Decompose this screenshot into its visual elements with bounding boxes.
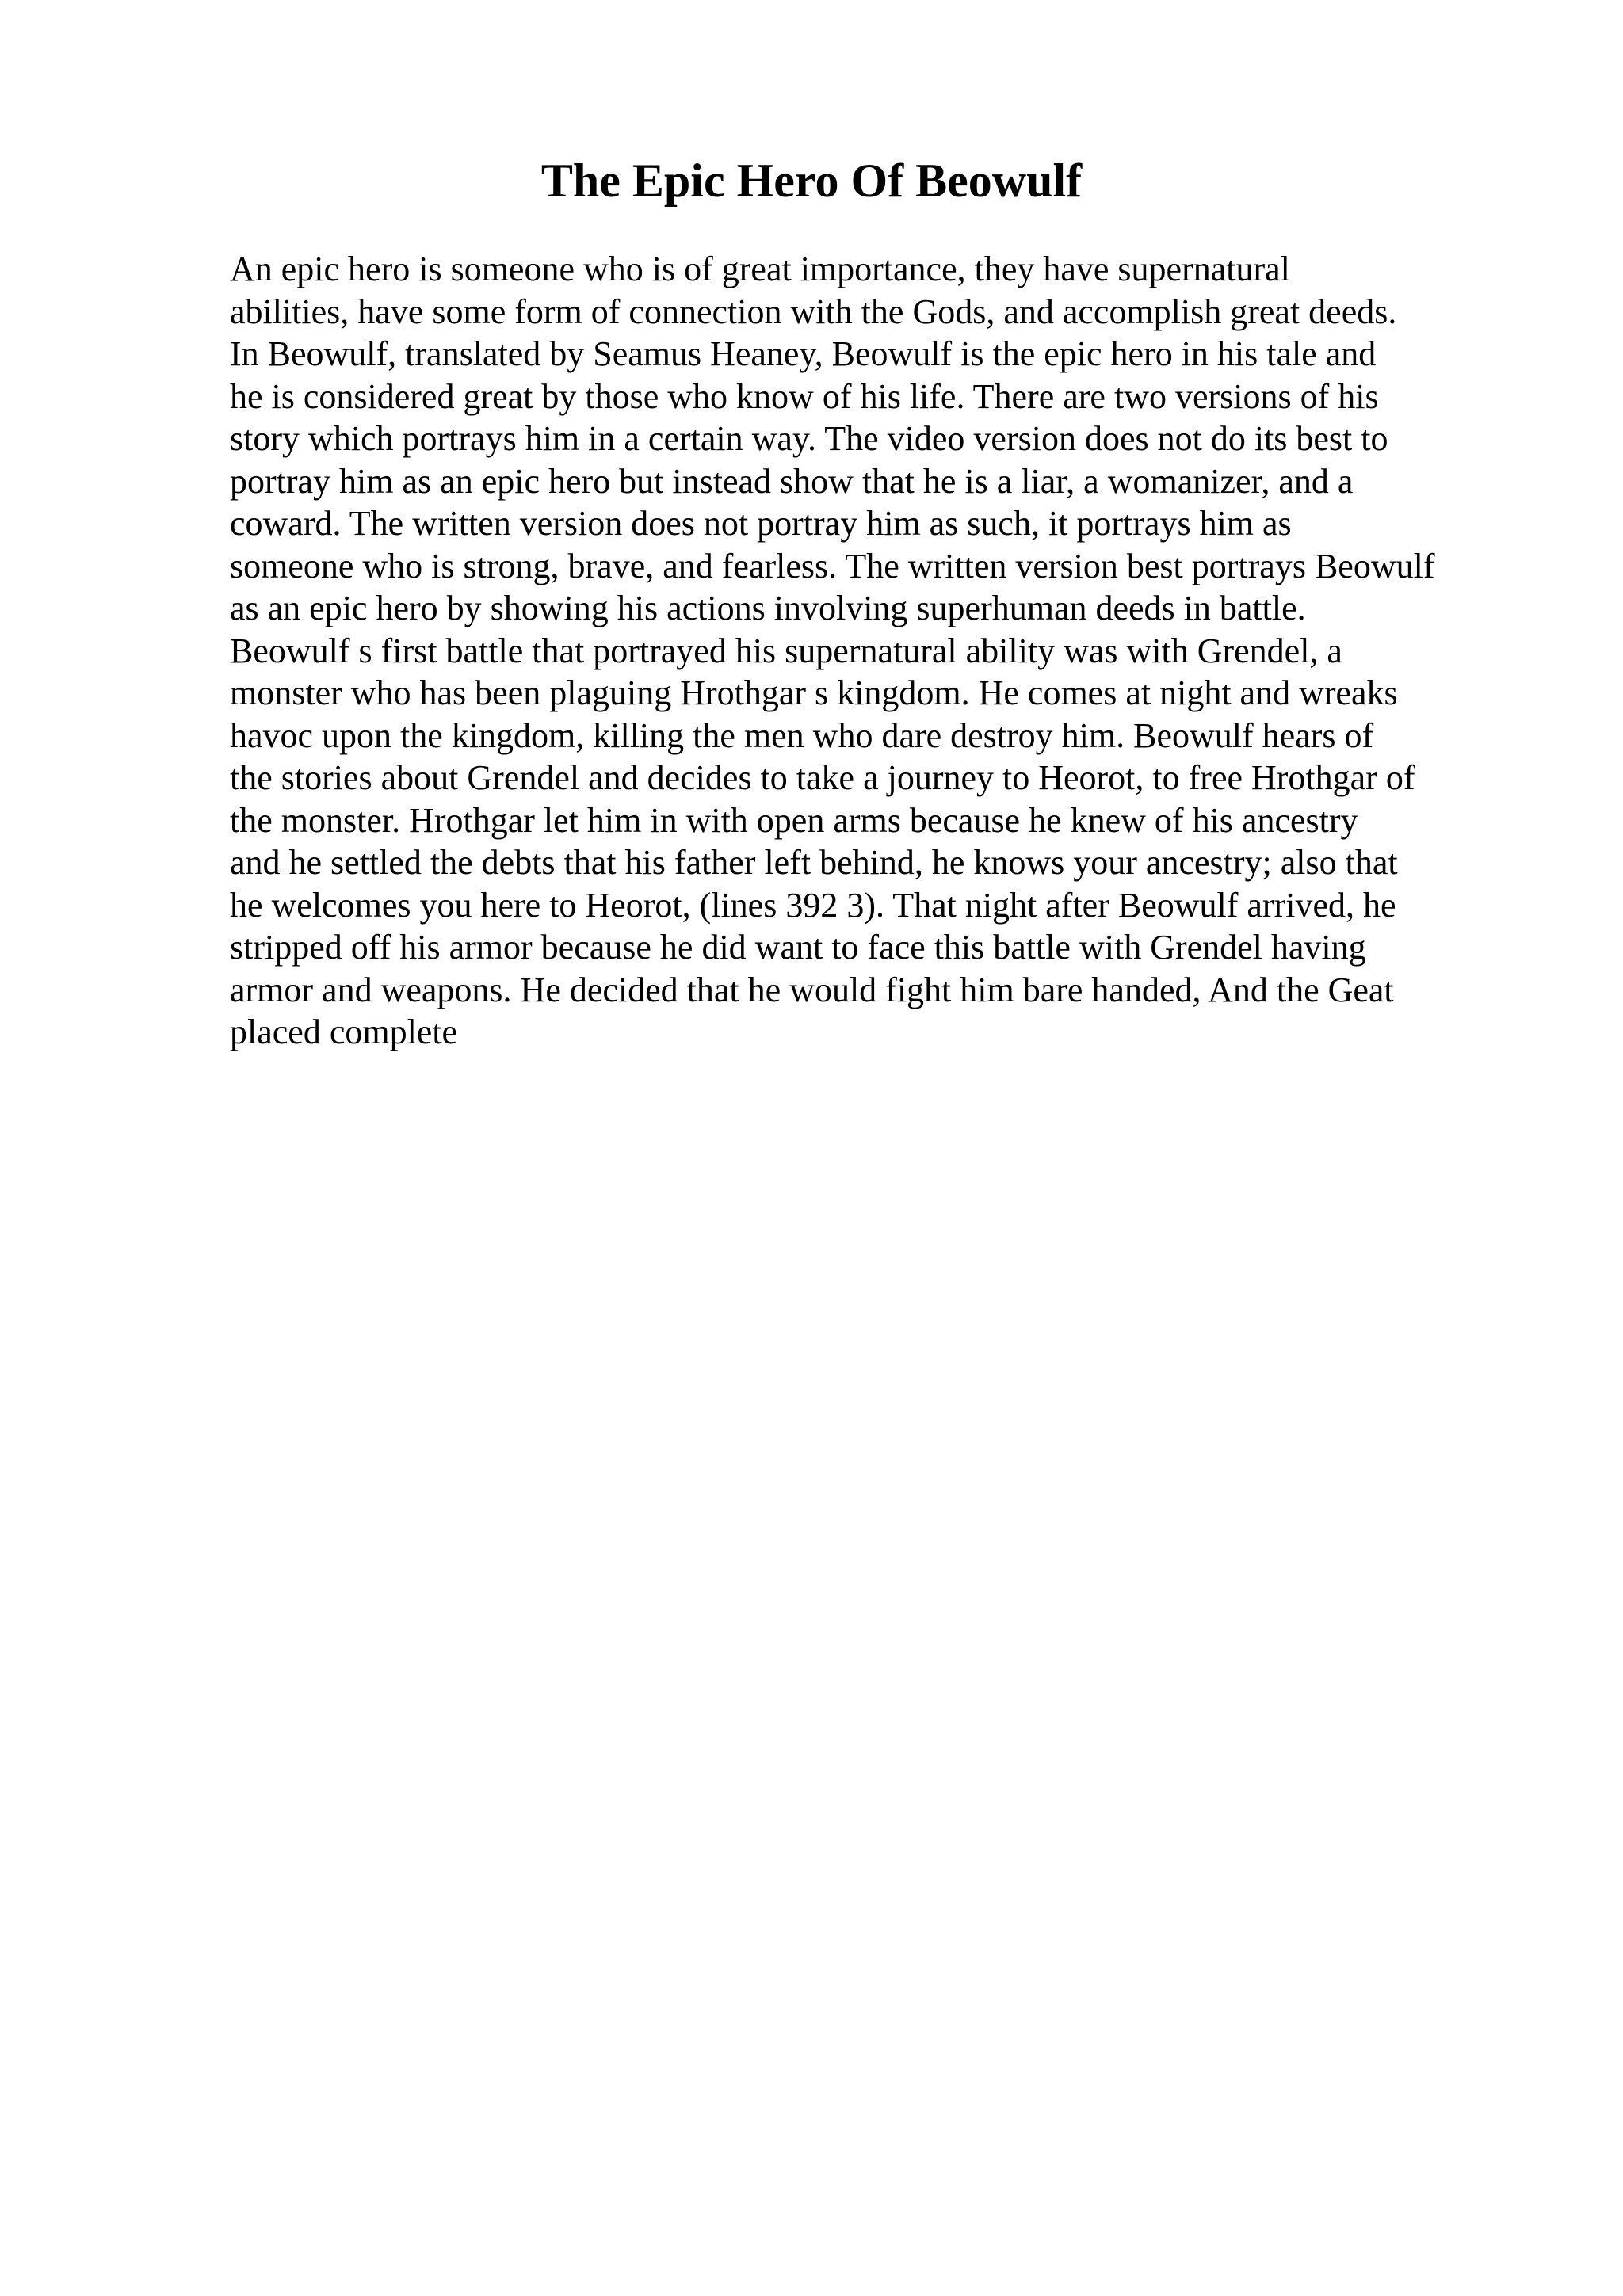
body-line: the stories about Grendel and decides to take a journey to Heorot, to free Hrothgar of bbox=[230, 758, 1415, 797]
body-line: stripped off his armor because he did want to face this battle with Grendel having bbox=[230, 928, 1366, 967]
body-line: havoc upon the kingdom, killing the men who dare destroy him. Beowulf hears of bbox=[230, 715, 1374, 755]
body-line: abilities, have some form of connection with the Gods, and accomplish great deeds. bbox=[230, 292, 1397, 331]
body-line: placed complete bbox=[230, 1013, 458, 1051]
body-line: portray him as an epic hero but instead show that he is a liar, a womanizer, and a bbox=[230, 461, 1354, 501]
body-line: he is considered great by those who know of his life. There are two versions of his bbox=[230, 376, 1379, 416]
body-line: someone who is strong, brave, and fearless. The written version best portrays Beowulf bbox=[230, 546, 1435, 585]
body-line: as an epic hero by showing his actions involving superhuman deeds in battle. bbox=[230, 589, 1306, 627]
document-title: The Epic Hero Of Beowulf bbox=[540, 154, 1083, 207]
body-line: story which portrays him in a certain way. The video version does not do its best to bbox=[230, 419, 1388, 458]
body-line: monster who has been plaguing Hrothgar s kingdom. He comes at night and wreaks bbox=[230, 673, 1398, 712]
body-line: An epic hero is someone who is of great importance, they have supernatural bbox=[230, 250, 1290, 288]
body-line: he welcomes you here to Heorot, (lines 392 3). That night after Beowulf arrived, he bbox=[230, 885, 1396, 925]
body-line: coward. The written version does not portray him as such, it portrays him as bbox=[230, 504, 1292, 543]
body-line: Beowulf s first battle that portrayed his supernatural ability was with Grendel, a bbox=[230, 631, 1342, 670]
body-line: and he settled the debts that his father left behind, he knows your ancestry; also that bbox=[230, 843, 1398, 882]
body-line: armor and weapons. He decided that he would fight him bare handed, And the Geat bbox=[230, 970, 1394, 1009]
document-body bbox=[230, 248, 1514, 1054]
body-line: In Beowulf, translated by Seamus Heaney, Beowulf is the epic hero in his tale and bbox=[230, 334, 1377, 373]
body-line: the monster. Hrothgar let him in with open arms because he knew of his ancestry bbox=[230, 800, 1358, 840]
